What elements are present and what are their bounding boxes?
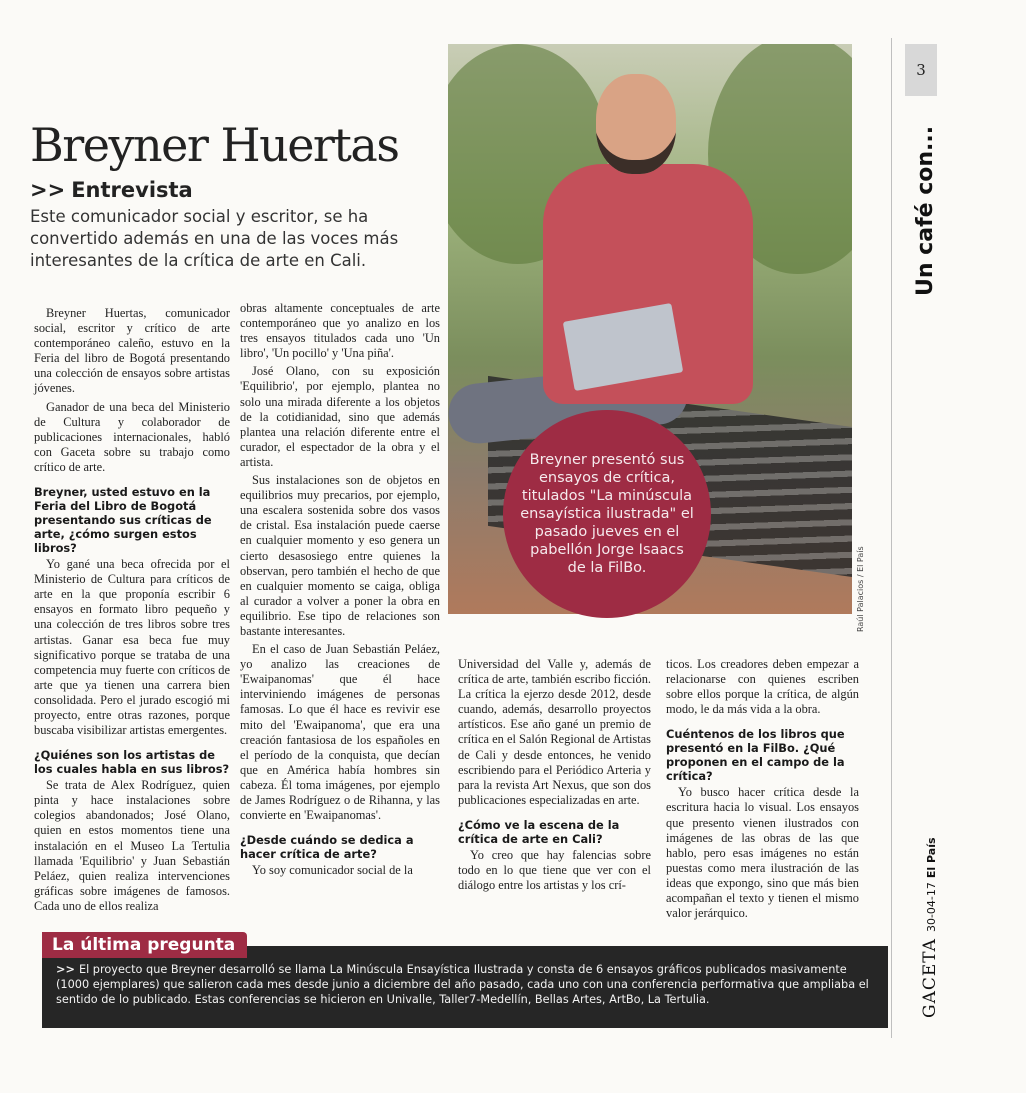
interview-question: Cuéntenos de los libros que presentó en la FilBo. ¿Qué proponen en el campo de la crítica?: [666, 727, 845, 784]
paragraph: ticos. Los creadores deben empezar a relacionarse con quienes escriben sobre ellos porque la crítica, de algún modo, le da más vida a la obra.: [666, 657, 859, 717]
masthead: [920, 837, 940, 1018]
figure-head-shape: [596, 74, 676, 174]
interview-answer: Yo gané una beca ofrecida por el Ministerio de Cultura para críticos de arte en la que proponía escribir 6 ensayos en formato libro pequeño y una colección de tres libros sobre tres artistas. Ganar esa beca fue muy significativo porque se trataba de una competencia muy fuerte con críticos de arte que ya tienen una carrera bien consolidada. Pero el jurado escogió mi proyecto, entre otras razones, porque buscaba visibilizar artistas emergentes.: [34, 557, 230, 738]
interview-question: ¿Cómo ve la escena de la crítica de arte en Cali?: [458, 817, 620, 846]
paragraph: Ganador de una beca del Ministerio de Cultura y colaborador de publicaciones internacionales, habló con Gaceta sobre su trabajo como crítico de arte.: [34, 399, 230, 474]
interview-answer: Yo creo que hay falencias sobre todo en lo que tiene que ver con el diálogo entre los artistas y los crí-: [458, 847, 651, 893]
body-column-4: [666, 657, 859, 924]
interview-answer: Yo soy comunicador social de la: [252, 863, 413, 878]
article-deck: Este comunicador social y escritor, se ha convertido además en una de las voces más interesantes de la crítica de arte en Cali.: [30, 207, 399, 270]
body-column-2: [240, 301, 440, 881]
photo-credit: Raúl Palacios / El País: [856, 546, 865, 632]
callout-text: Breyner presentó sus ensayos de crítica, titulados "La minúscula ensayística ilustrada" el pasado jueves en el pabellón Jorge Isaacs de la FilBo.: [520, 452, 694, 576]
masthead-name: GACETA: [920, 938, 940, 1018]
kicker-arrows: >>: [30, 178, 66, 202]
interview-question: ¿Quiénes son los artistas de los cuales habla en sus libros?: [34, 748, 230, 777]
interview-answer: Se trata de Alex Rodríguez, quien pinta y hace instalaciones sobre colegios abandonados; José Olano, quien en estos momentos tiene una instalación en el Museo La Tertulia llamada 'Equilibrio' y Juan Sebastián Peláez, quien realiza intervenciones gráficas sobre imágenes de famosos. Cada uno de ellos realiza: [34, 778, 230, 913]
article-title: Breyner Huertas: [30, 118, 399, 172]
last-question-text: El proyecto que Breyner desarrolló se llama La Minúscula Ensayística Ilustrada y consta de 6 ensayos gráficos publicados masivamente (1000 ejemplares) que salieron cada mes desde junio a diciembre del año pasado, cada uno con una conferencia performativa que ampliaba el sentido de lo publicado. Estas conferencias se hicieron en Univalle, Taller7-Medellín, Bellas Artes, ArtBo, La Tertulia.: [56, 963, 869, 1006]
paragraph: José Olano, con su exposición 'Equilibrio', por ejemplo, plantea no solo una mirada diferente a los objetos de la cotidianidad, sino que además plantea una relación diferente entre el curador, el espectador de la obra y el artista.: [240, 364, 440, 469]
interview-question: ¿Desde cuándo se dedica a hacer crítica de arte?: [240, 833, 414, 862]
body-column-3: [458, 657, 651, 896]
paragraph: Sus instalaciones son de objetos en equilibrios muy precarios, por ejemplo, una escalera sostenida sobre dos vasos de cristal. Esa instalación puede caerse en cualquier momento y eso genera un cierto desasosiego entre quienes la observan, pero también el hecho de que en cualquier momento se caiga, obliga al curador a volver a poner la obra en equilibrio. Ese tipo de relaciones son bastante interesantes.: [240, 473, 440, 638]
last-question-box: [42, 946, 888, 1028]
issue-date: 30-04-17: [925, 882, 938, 933]
paragraph: obras altamente conceptuales de arte contemporáneo que yo analizo en los tres ensayos titulados cada uno 'Un libro', 'Un pocillo' y 'Una piña'.: [240, 301, 440, 361]
kicker-label: Entrevista: [71, 178, 193, 202]
paragraph: En el caso de Juan Sebastián Peláez, yo analizo las creaciones de 'Ewaipanomas' que él hace interviniendo imágenes de personas famosas. Lo que él hace es revivir ese mito del 'Ewaipanoma', que era una creación fantasiosa de los españoles en el período de la conquista, que decían que en América había hombres sin cabeza. Él toma imágenes, por ejemplo de James Rodríguez o de Rihanna, y las convierte en 'Ewaipanomas'.: [240, 642, 440, 823]
paragraph: Breyner Huertas, comunicador social, escritor y crítico de arte contemporáneo caleño, estuvo en la Feria del libro de Bogotá presentando una colección de ensayos sobre artistas jóvenes.: [34, 306, 230, 396]
article-kicker: [30, 178, 193, 202]
publication-name: El País: [925, 837, 938, 879]
paragraph: Universidad del Valle y, además de crítica de arte, también escribo ficción. La crítica la ejerzo desde 2012, desde cuando, además, desarrollo proyectos artísticos. Ese año gané un premio de crítica en el Salón Regional de Artistas de Cali y desde entonces, he venido escribiendo para el Periódico Arteria y para la revista Art Nexus, que son dos publicaciones especializadas en arte.: [458, 657, 651, 807]
last-question-arrows: >>: [56, 963, 75, 976]
interview-question: Breyner, usted estuvo en la Feria del Libro de Bogotá presentando sus críticas de arte, ¿cómo surgen estos libros?: [34, 485, 212, 556]
interview-answer: Yo busco hacer crítica desde la escritura hacia lo visual. Los ensayos que presento vienen ilustrados con imágenes de las obras de las que hablo, pero esas imágenes no están puestas como mera ilustración de las ideas que expongo, sino que más bien acompañan el texto y tienen el mismo valor jerárquico.: [666, 785, 859, 921]
photo-callout: [503, 410, 711, 618]
last-question-label: La última pregunta: [42, 932, 247, 958]
page-number: 3: [905, 44, 937, 96]
body-column-1: [34, 306, 230, 917]
section-title: Un café con...: [913, 125, 938, 296]
